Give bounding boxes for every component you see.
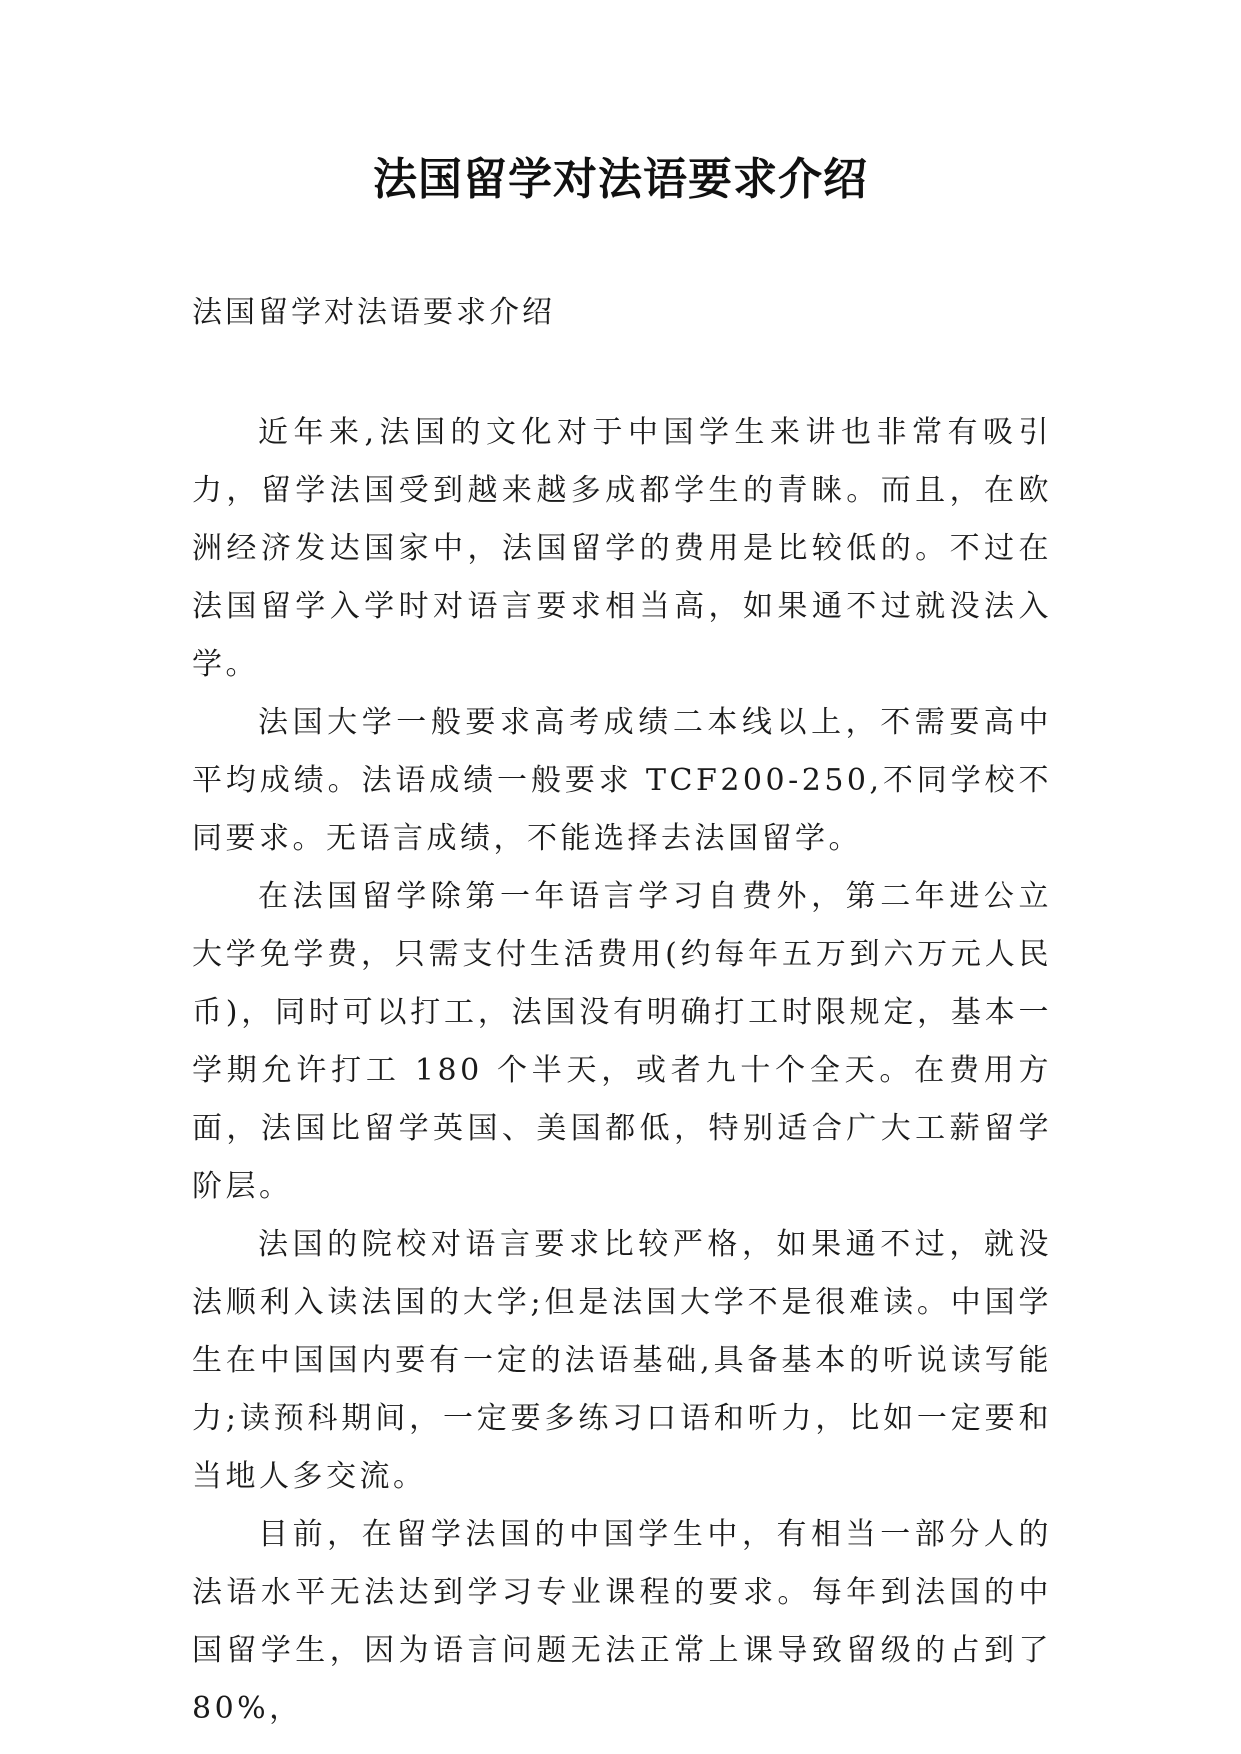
paragraph: 法国的院校对语言要求比较严格，如果通不过，就没法顺利入读法国的大学;但是法国大学不是很难读。中国学生在中国国内要有一定的法语基础,具备基本的听说读写能力;读预科期间，一定要多练习口语和听力，比如一定要和当地人多交流。 <box>192 1227 1052 1494</box>
paragraph: 法国大学一般要求高考成绩二本线以上，不需要高中平均成绩。法语成绩一般要求 TCF200-250,不同学校不同要求。无语言成绩，不能选择去法国留学。 <box>192 705 1052 856</box>
document-body <box>192 404 1052 1738</box>
paragraph: 在法国留学除第一年语言学习自费外，第二年进公立大学免学费，只需支付生活费用(约每年五万到六万元人民币)，同时可以打工，法国没有明确打工时限规定，基本一学期允许打工 180 个半天，或者九十个全天。在费用方面，法国比留学英国、美国都低，特别适合广大工薪留学阶层。 <box>192 879 1052 1204</box>
document-title: 法国留学对法语要求介绍 <box>373 154 868 205</box>
paragraph: 近年来,法国的文化对于中国学生来讲也非常有吸引力，留学法国受到越来越多成都学生的青睐。而且，在欧洲经济发达国家中，法国留学的费用是比较低的。不过在法国留学入学时对语言要求相当高，如果通不过就没法入学。 <box>192 415 1052 682</box>
document-subtitle: 法国留学对法语要求介绍 <box>192 295 555 330</box>
paragraph: 目前，在留学法国的中国学生中，有相当一部分人的法语水平无法达到学习专业课程的要求。每年到法国的中国留学生，因为语言问题无法正常上课导致留级的占到了 80%， <box>192 1517 1052 1726</box>
